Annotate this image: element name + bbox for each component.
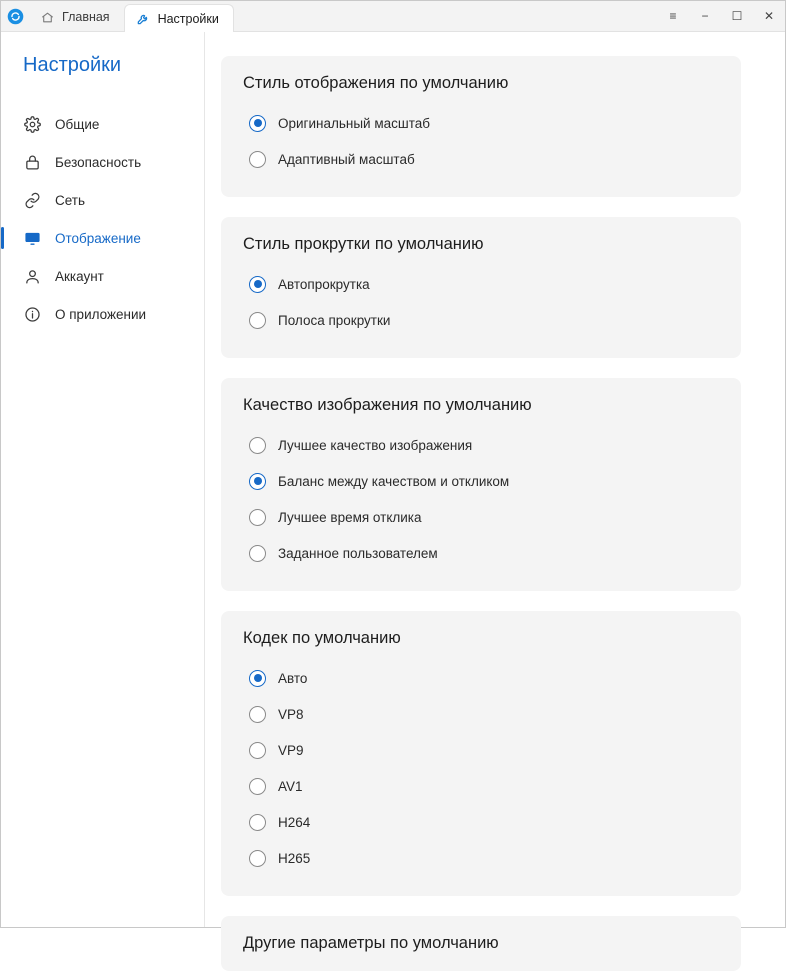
radio-indicator[interactable] [249, 850, 266, 867]
radio-indicator[interactable] [249, 706, 266, 723]
radio-option[interactable] [243, 696, 719, 732]
radio-option[interactable] [243, 768, 719, 804]
sidebar-item-account[interactable] [1, 257, 204, 295]
gear-icon [23, 115, 41, 133]
radio-option[interactable] [243, 660, 719, 696]
sidebar-item-label: Сеть [55, 192, 86, 208]
window-controls [657, 1, 785, 31]
wrench-icon [136, 11, 151, 26]
radio-option[interactable] [243, 804, 719, 840]
radio-option[interactable] [243, 141, 719, 177]
radio-label: Баланс между качеством и откликом [278, 473, 510, 489]
lock-icon [23, 153, 41, 171]
home-icon [40, 10, 55, 25]
maximize-button[interactable]: ☐ [731, 9, 743, 23]
radio-indicator[interactable] [249, 778, 266, 795]
radio-indicator[interactable] [249, 545, 266, 562]
section-title: Кодек по умолчанию [243, 629, 401, 647]
radio-option[interactable] [243, 732, 719, 768]
radio-option[interactable] [243, 463, 719, 499]
page-title: Настройки [23, 54, 122, 76]
section-title: Другие параметры по умолчанию [243, 934, 499, 952]
radio-indicator[interactable] [249, 509, 266, 526]
radio-indicator[interactable] [249, 276, 266, 293]
section-display-style [221, 56, 741, 197]
monitor-icon [23, 229, 41, 247]
radio-option[interactable] [243, 266, 719, 302]
radio-option[interactable] [243, 427, 719, 463]
radio-label: Лучшее качество изображения [278, 437, 473, 453]
radio-label: Заданное пользователем [278, 545, 438, 561]
section-scroll-style [221, 217, 741, 358]
radio-label: Авто [278, 670, 308, 686]
radio-indicator[interactable] [249, 742, 266, 759]
close-button[interactable]: ✕ [763, 9, 775, 23]
radio-label: AV1 [278, 778, 303, 794]
sidebar [1, 32, 205, 927]
section-title: Стиль отображения по умолчанию [243, 74, 509, 92]
section-codec [221, 611, 741, 896]
settings-content [205, 32, 785, 952]
radio-indicator[interactable] [249, 151, 266, 168]
tab-home-label: Главная [62, 10, 110, 24]
tab-home[interactable] [29, 3, 124, 31]
radio-label: H265 [278, 850, 311, 866]
sidebar-item-label: Отображение [55, 230, 141, 246]
radio-option[interactable] [243, 302, 719, 338]
sidebar-item-security[interactable] [1, 143, 204, 181]
tab-strip [29, 1, 234, 31]
title-bar [1, 1, 785, 32]
section-title: Стиль прокрутки по умолчанию [243, 235, 484, 253]
section-other-defaults [221, 916, 741, 971]
radio-indicator[interactable] [249, 115, 266, 132]
radio-option[interactable] [243, 105, 719, 141]
link-icon [23, 191, 41, 209]
app-logo-icon [1, 1, 29, 31]
window-body [1, 32, 785, 952]
sidebar-item-about[interactable] [1, 295, 204, 333]
sidebar-item-network[interactable] [1, 181, 204, 219]
radio-option[interactable] [243, 840, 719, 876]
radio-label: Автопрокрутка [278, 276, 370, 292]
minimize-button[interactable]: − [701, 9, 709, 23]
user-icon [23, 267, 41, 285]
radio-label: H264 [278, 814, 311, 830]
radio-indicator[interactable] [249, 473, 266, 490]
radio-indicator[interactable] [249, 437, 266, 454]
radio-indicator[interactable] [249, 814, 266, 831]
sidebar-item-label: Аккаунт [55, 268, 104, 284]
radio-label: VP9 [278, 742, 304, 758]
radio-label: Адаптивный масштаб [278, 151, 415, 167]
sidebar-item-label: Безопасность [55, 154, 142, 170]
info-icon [23, 305, 41, 323]
radio-indicator[interactable] [249, 670, 266, 687]
sidebar-item-label: О приложении [55, 306, 147, 322]
radio-option[interactable] [243, 535, 719, 571]
radio-label: VP8 [278, 706, 304, 722]
sidebar-item-general[interactable] [1, 105, 204, 143]
radio-option[interactable] [243, 499, 719, 535]
section-title: Качество изображения по умолчанию [243, 396, 532, 414]
menu-button[interactable]: ≡ [669, 9, 677, 23]
section-image-quality [221, 378, 741, 591]
tab-settings-label: Настройки [157, 11, 219, 26]
radio-label: Лучшее время отклика [278, 509, 422, 525]
tab-settings[interactable] [124, 4, 234, 32]
radio-label: Полоса прокрутки [278, 312, 391, 328]
radio-indicator[interactable] [249, 312, 266, 329]
sidebar-item-display[interactable] [1, 219, 204, 257]
radio-label: Оригинальный масштаб [278, 115, 430, 131]
sidebar-item-label: Общие [55, 116, 100, 132]
